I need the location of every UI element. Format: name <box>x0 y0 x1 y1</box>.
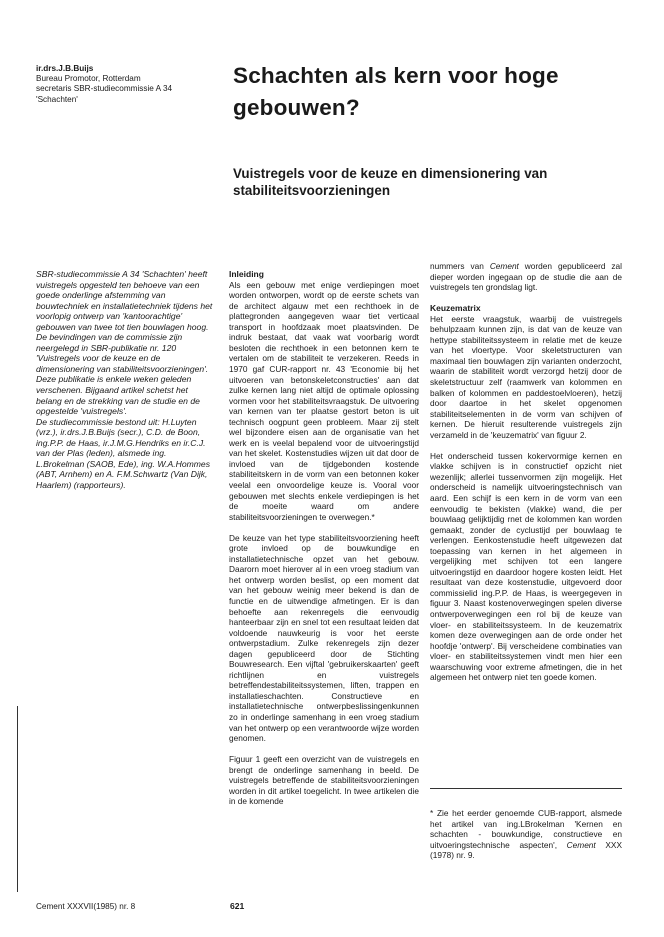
author-affiliation-line: secretaris SBR-studiecommissie A 34 <box>36 84 173 94</box>
journal-name: Cement <box>489 261 519 271</box>
abstract-members: De studiecommissie bestond uit: H.Luyten (vrz.), ir.drs.J.B.Buijs (secr.), C.D. de Boon, ing.P.P. de Haas, ir.J.M.G.Hendriks en ir.C.J. van der Plas (leden), alsmede ing. L.Brokelman (SAOB, Ede), ing. W.A.Hommes (ABT, Arnhem) en A. F.M.Schwartz (Van Dijk, Haarlem) (rapporteurs). <box>36 416 210 490</box>
paragraph: Het onderscheid tussen kokervormige kernen en vlakke schijven is in constructief opzicht niet wezenlijk; allerlei tussenvormen zijn mogelijk. Het onderscheid is namelijk uitvoeringstechnisch van aard. Een schijf is een kern in de vorm van een eenvoudig te bekisten (vlakke) wand, die per bouwlaag gelijktijdig rnet de kolommen kan worden gemaakt, zonder de cyclustijd per bouwlaag te verlengen. Eenkostenstudie heeft uitgewezen dat toepassing van kernen in het algemeen in vergelijking met schijven tot een langere uitvoeringstijd en daardoor hogere kosten leidt. Het resultaat van deze kostenstudie, uitgevoerd door commissielid ing.P.P. de Haas, is weergegeven in figuur 3. Naast kostenoverwegingen spelen diverse ontwerpoverwegingen een rol bij de keuze van vloer- en stabiliteitssysteem. In de keuzematrix komen deze overwegingen aan de orde onder het hoofdje 'ontwerp'. Bij verscheidene combinaties van vloer- en stabiliteitssystemen vindt men hier een waarschuwing voor extreme afmetingen, die in het algemeen het ontwerp niet ten goede komen. <box>430 450 622 683</box>
section-heading-keuzematrix: Keuzematrix <box>430 303 481 314</box>
paragraph: De keuze van het type stabiliteitsvoorziening heeft grote invloed op de bouwkundige en installatietechnische opzet van het gebouw. Daarorn moet hierover al in een vroeg stadium van het ontwerp worden beslist, op een moment dat van het gebouw weinig meer bekend is dan de functie en de uitwendige afmetingen. Er is dan behoefte aan rekenregels die eenvoudig hanteerbaar zijn en snel tot een resultaat leiden dat voldoende nauwkeurig is voor het eerste ontwerpstadium. Zulke rekenregels zijn dezer dagen gepubliceerd door de Stichting Bouwresearch. Een vijftal 'gebruikerskaarten' geeft richtlijnen en vuistregels betreffendestabiliteitssystemen, liften, trappen en installatieschachten. Constructieve en installatietechnische ontwerpbeslissingenkunnen zo in onderlinge samenhang in een vroeg stadium van het ontwerp op een verantwoorde wijze worden genomen. <box>229 532 419 744</box>
paragraph: Als een gebouw met enige verdiepingen moet worden ontworpen, wordt op de eerste schets van de architect algauw met een rechthoek in de plattegronden aangegeven waar tiet verticaal transport in hoofdzaak moet plaatsvinden. De indruk bestaat, dat vaak wat voorbarig wordt besloten die rechthoek in een betonnen kern te vertalen om de stabiliteit te verzekeren. Reeds in 1970 gaf CUR-rapport nr. 43 'Economie bij het uitvoeren van betonskeletconstructies' aan dat zulke kernen lang niet altijd de optimale oplossing vormen voor het stabiliteitsvraagstuk. De uitvoering van kernen van ter plaatse gestort beton is uit technisch oogpunt geen probleem. Maar zij stelt wel bijzondere eisen aan de organisatie van het werk en is veelal bepalend voor de uitvoeringstijd van het skelet. Kostenstudies wijzen uit dat door de invloed van de tijdgebonden kostende stabiliteitskern in de vorm van een betonnen koker veelal een onvoordelige keuze is. Vooral voor gebouwen met slechts enkele verdiepingen is het de moeite waard om andere stabiliteitsvoorzieningen te overwegen.* <box>229 279 419 522</box>
abstract-intro: SBR-studiecommissie A 34 'Schachten' heeft vuistregels opgesteld ten behoeve van een goede onderlinge afstemming van bouwtechniek en installatietechniek tijdens het voorlopig ontwerp van 'kantoorachtige' gebouwen van twee tot tien bouwlagen hoog. De bevindingen van de commissie zijn neergelegd in SBR-publikatie nr. 120 'Vuistregels voor de keuze en de dimensionering van stabiliteitsvoorzieningen'. Deze publikatie is enkele weken geleden verschenen. Bijgaand artikel schetst het belang en de strekking van de studie en de opgestelde 'vuistregels'. <box>36 269 213 417</box>
abstract <box>36 269 216 490</box>
author-name: ir.drs.J.B.Buijs <box>36 64 94 73</box>
author-affiliation-line: 'Schachten' <box>36 94 78 104</box>
text-column-2 <box>229 269 419 817</box>
section-heading-inleiding: Inleiding <box>229 269 264 279</box>
footer-journal-info: Cement XXXVII(1985) nr. 8 <box>36 902 136 911</box>
paragraph: Figuur 1 geeft een overzicht van de vuistregels en brengt de onderlinge samenhang in beeld. De vuistregels betreffende de stabiliteitsvoorzieningen worden in dit artikel toegelicht. In twee artikelen die in de komende <box>229 754 419 807</box>
footnote: * Zie het eerder genoemde CUB-rapport, alsmede het artikel van ing.LBrokelman 'Kernen en schachten - bouwkundige, constructieve en uitvoeringstechnische aspecten', Cement XXX (1978) nr. 9. <box>430 808 622 861</box>
article-subtitle: Vuistregels voor de keuze en dimensionering van stabiliteitsvoorzieningen <box>233 166 548 198</box>
article-title: Schachten als kern voor hoge gebouwen? <box>233 63 559 120</box>
footnote-divider <box>430 788 622 789</box>
page-number: 621 <box>230 901 245 911</box>
paragraph: Het eerste vraagstuk, waarbij de vuistregels behulpzaam kunnen zijn, is dat van de keuze van hettype stabiliteitssysteem in relatie met de keuze van het vloertype. Voor skeletstructuren van maximaal tien bouwlagen zijn varianten onderzocht, waarin de stabiliteit wordt verzorgd hetzij door de skeletstructuur zelf (raamwerk van kolommen en balken of kolommen en paddestoelvloeren), hetzij door daartoe in het skelet opgenomen stabiliteitselementen in de vorm van schijven of kernen. De hieruit resulterende vuistregels zijn verzameld in de 'keuzematrix' van figuur 2. <box>430 313 622 440</box>
paragraph: nummers van Cement worden gepubliceerd zal dieper worden ingegaan op de studie die aan de vuistregels ten grondslag ligt. <box>430 261 622 293</box>
margin-rule <box>17 706 18 892</box>
author-affiliation-line: Bureau Promotor, Rotterdam <box>36 74 141 84</box>
text-column-3 <box>430 261 622 693</box>
author-block <box>36 64 211 105</box>
journal-name: Cement <box>566 839 596 850</box>
